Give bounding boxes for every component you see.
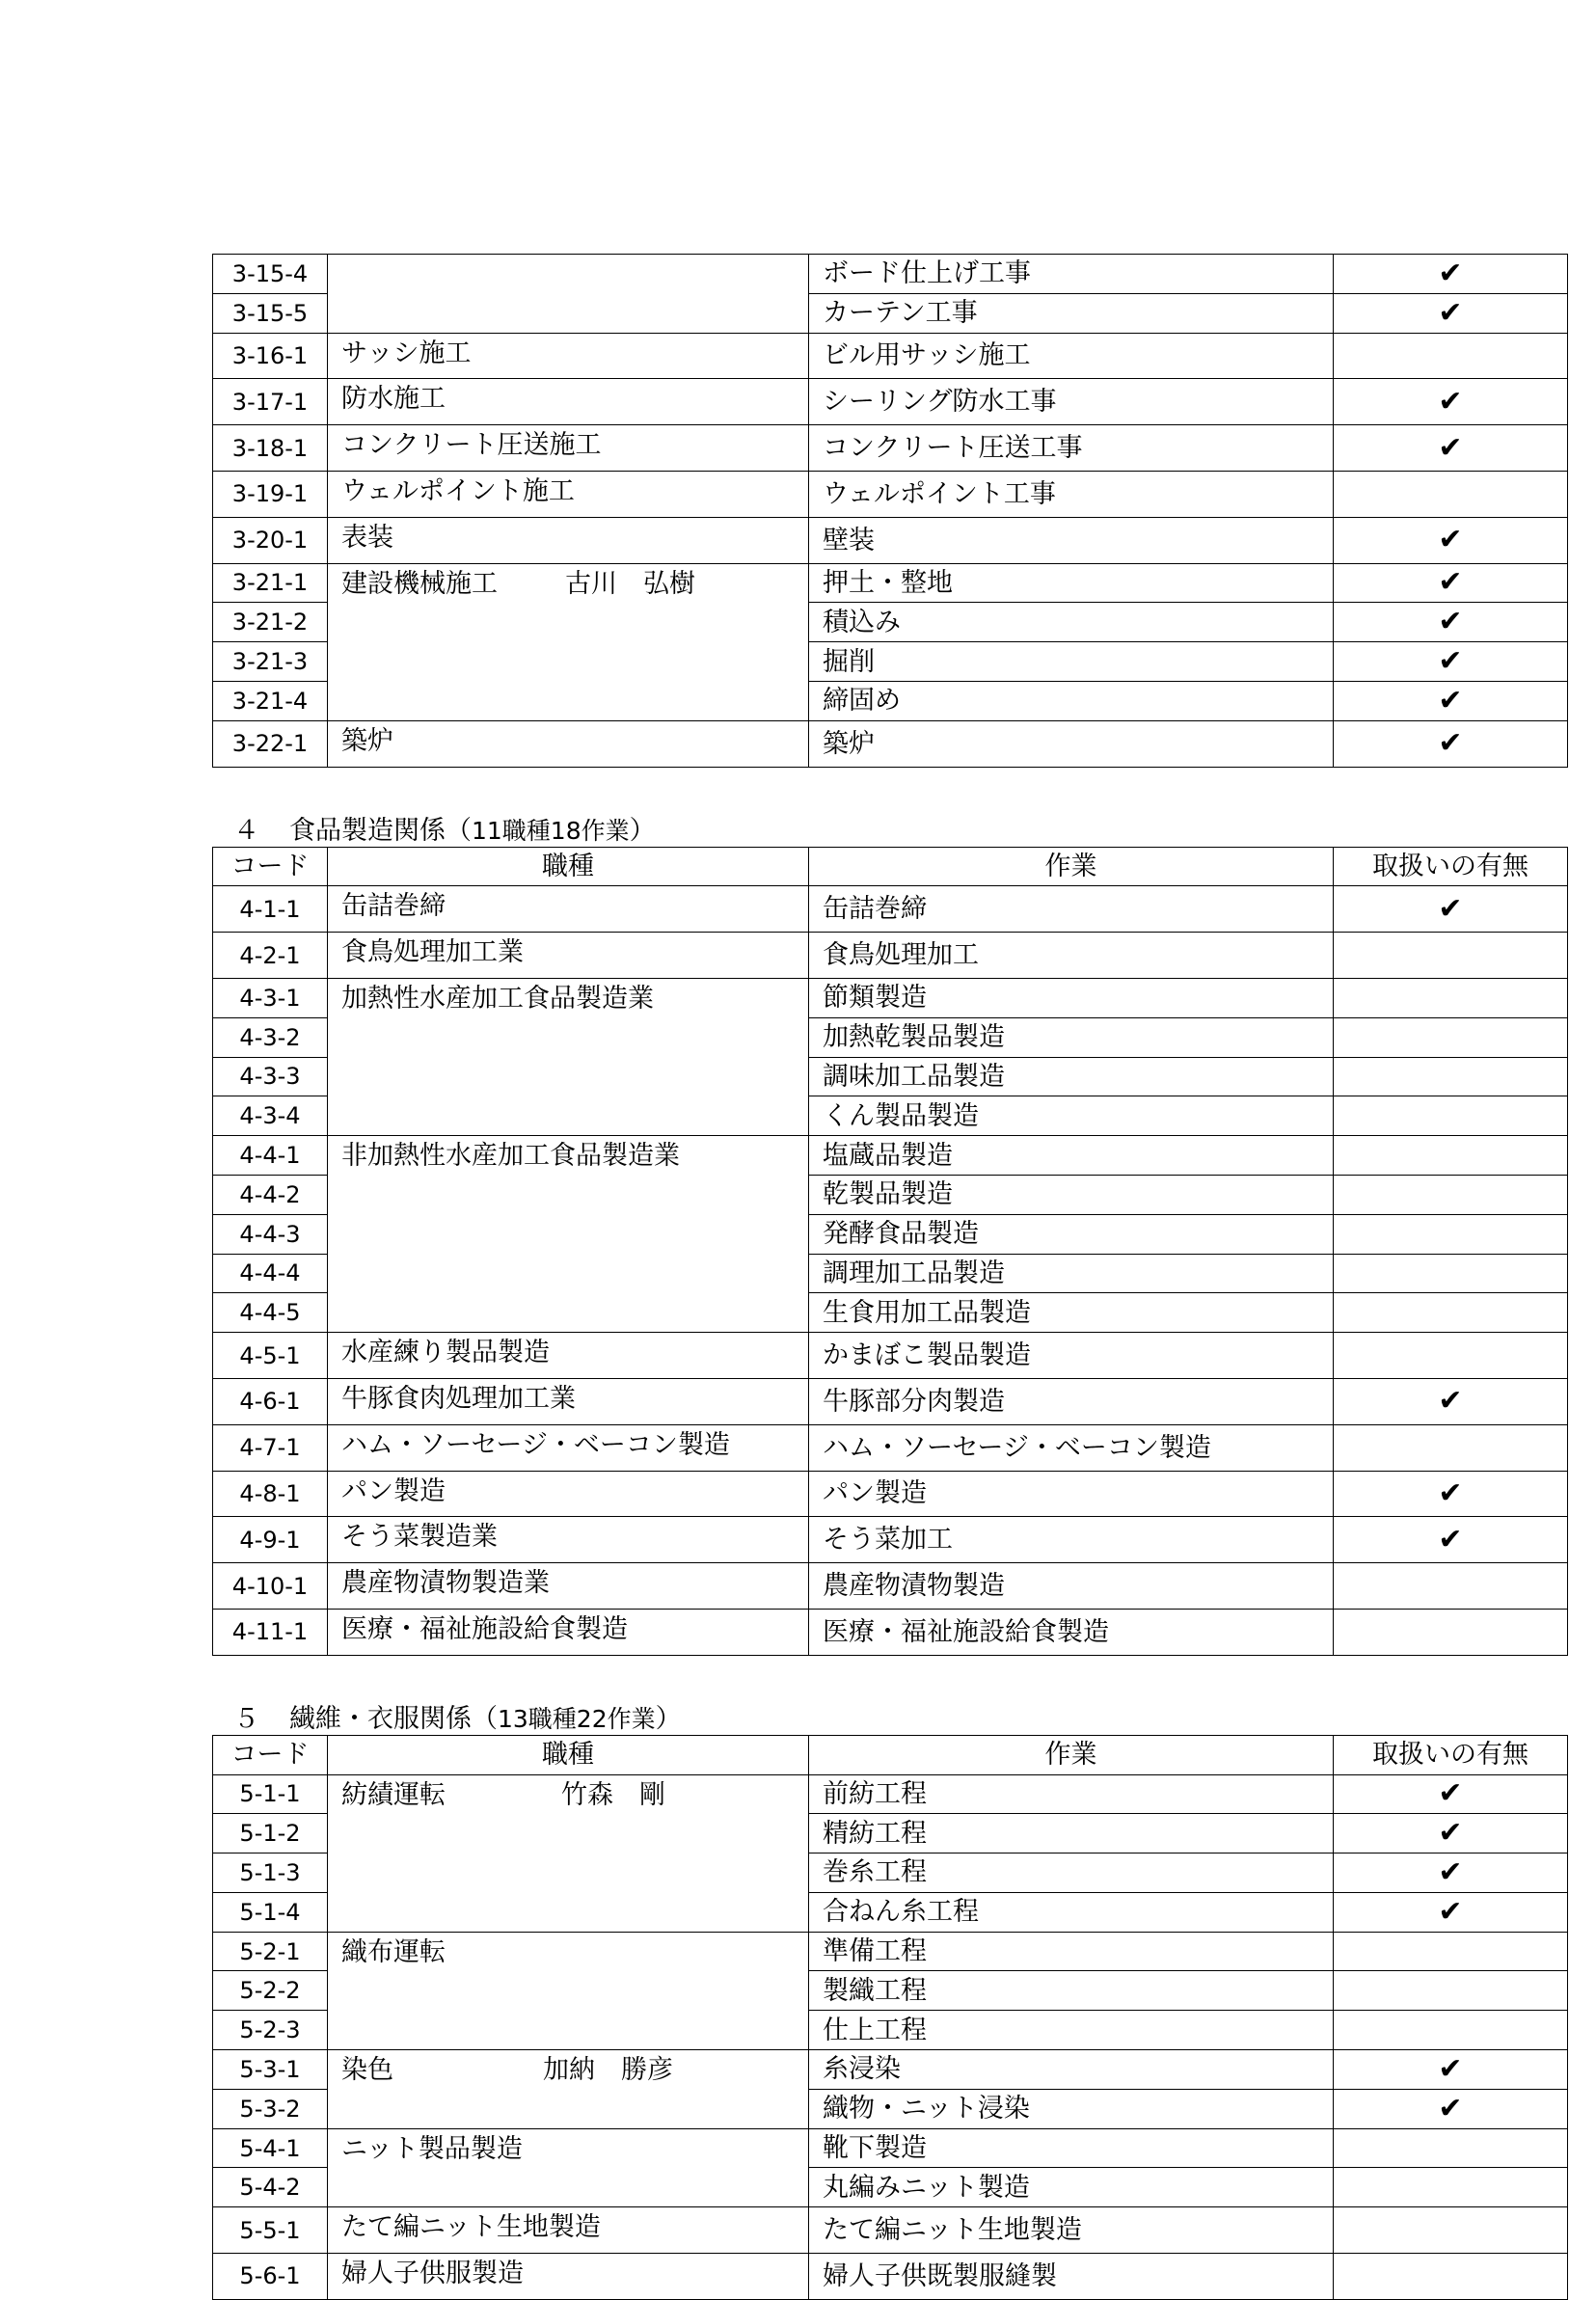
table-row bbox=[213, 886, 1568, 933]
handling-cell bbox=[1334, 1471, 1568, 1517]
handling-cell bbox=[1334, 642, 1568, 682]
task-cell: 調理加工品製造 bbox=[809, 1254, 1334, 1293]
section-2 bbox=[212, 1696, 1567, 2300]
column-header-handling: 取扱いの有無 bbox=[1334, 847, 1568, 886]
job-name: 織布運転 bbox=[341, 1936, 446, 1967]
task-cell: コンクリート圧送工事 bbox=[809, 425, 1334, 472]
code-cell: 3-19-1 bbox=[213, 471, 328, 517]
job-cell bbox=[328, 1774, 809, 1932]
code-cell: 3-15-4 bbox=[213, 255, 328, 294]
table-row bbox=[213, 2050, 1568, 2090]
handling-cell bbox=[1334, 1096, 1568, 1136]
job-cell bbox=[328, 563, 809, 720]
code-cell: 5-2-2 bbox=[213, 1971, 328, 2011]
column-header-task: 作業 bbox=[809, 847, 1334, 886]
code-cell: 4-4-2 bbox=[213, 1175, 328, 1214]
handling-cell bbox=[1334, 978, 1568, 1017]
code-cell: 3-20-1 bbox=[213, 517, 328, 563]
code-cell: 4-3-1 bbox=[213, 978, 328, 1017]
handling-cell bbox=[1334, 1057, 1568, 1096]
job-name: 築炉 bbox=[341, 725, 393, 756]
code-cell: 5-1-2 bbox=[213, 1814, 328, 1854]
task-cell: 準備工程 bbox=[809, 1932, 1334, 1971]
task-cell: くん製品製造 bbox=[809, 1096, 1334, 1136]
section-title-text: 食品製造関係（ bbox=[289, 815, 472, 846]
handling-cell bbox=[1334, 1563, 1568, 1610]
task-cell: 節類製造 bbox=[809, 978, 1334, 1017]
handling-cell bbox=[1334, 471, 1568, 517]
check-mark-icon: ✔ bbox=[1438, 430, 1463, 465]
task-cell: 掘削 bbox=[809, 642, 1334, 682]
job-name: 農産物漬物製造業 bbox=[341, 1568, 550, 1599]
code-cell: 3-15-5 bbox=[213, 293, 328, 333]
handling-cell bbox=[1334, 255, 1568, 294]
job-cell bbox=[328, 2128, 809, 2207]
handling-cell bbox=[1334, 2089, 1568, 2128]
table-row bbox=[213, 1932, 1568, 1971]
code-cell: 4-5-1 bbox=[213, 1333, 328, 1379]
table-header-row bbox=[213, 1735, 1568, 1774]
section-title-count: 13職種22作業 bbox=[498, 1704, 656, 1733]
job-name: 缶詰巻締 bbox=[341, 891, 446, 922]
job-cell bbox=[328, 1333, 809, 1379]
handling-cell bbox=[1334, 1814, 1568, 1854]
check-mark-icon: ✔ bbox=[1438, 523, 1463, 557]
task-cell: 婦人子供既製服縫製 bbox=[809, 2254, 1334, 2300]
table-row bbox=[213, 1609, 1568, 1655]
check-mark-icon: ✔ bbox=[1438, 644, 1463, 679]
task-cell: 調味加工品製造 bbox=[809, 1057, 1334, 1096]
task-cell: 乾製品製造 bbox=[809, 1175, 1334, 1214]
task-cell: 加熱乾製品製造 bbox=[809, 1017, 1334, 1057]
code-cell: 4-9-1 bbox=[213, 1517, 328, 1563]
code-cell: 4-8-1 bbox=[213, 1471, 328, 1517]
job-name: 建設機械施工 bbox=[341, 568, 498, 599]
handling-cell bbox=[1334, 1378, 1568, 1424]
task-cell: そう菜加工 bbox=[809, 1517, 1334, 1563]
task-cell: たて編ニット生地製造 bbox=[809, 2207, 1334, 2254]
task-cell: 発酵食品製造 bbox=[809, 1214, 1334, 1254]
code-cell: 5-1-4 bbox=[213, 1892, 328, 1932]
check-mark-icon: ✔ bbox=[1438, 565, 1463, 600]
task-cell: 巻糸工程 bbox=[809, 1854, 1334, 1893]
section-number: ５ bbox=[233, 1703, 259, 1734]
check-mark-icon: ✔ bbox=[1438, 1522, 1463, 1556]
handling-cell bbox=[1334, 517, 1568, 563]
table-row bbox=[213, 1333, 1568, 1379]
job-cell bbox=[328, 2254, 809, 2300]
handling-cell bbox=[1334, 1175, 1568, 1214]
occupation-table bbox=[212, 1735, 1568, 2300]
code-cell: 3-21-2 bbox=[213, 603, 328, 642]
check-mark-icon: ✔ bbox=[1438, 1776, 1463, 1811]
handling-cell bbox=[1334, 720, 1568, 767]
code-cell: 5-4-2 bbox=[213, 2168, 328, 2207]
handling-cell bbox=[1334, 886, 1568, 933]
code-cell: 5-5-1 bbox=[213, 2207, 328, 2254]
job-cell bbox=[328, 933, 809, 979]
task-cell: 締固め bbox=[809, 681, 1334, 720]
instructor-name: 加納 勝彦 bbox=[543, 2055, 673, 2086]
task-cell: 築炉 bbox=[809, 720, 1334, 767]
code-cell: 5-1-1 bbox=[213, 1774, 328, 1814]
handling-cell bbox=[1334, 2128, 1568, 2168]
handling-cell bbox=[1334, 1017, 1568, 1057]
handling-cell bbox=[1334, 1333, 1568, 1379]
handling-cell bbox=[1334, 425, 1568, 472]
check-mark-icon: ✔ bbox=[1438, 605, 1463, 639]
handling-cell bbox=[1334, 603, 1568, 642]
section-title bbox=[212, 1696, 1567, 1735]
job-name: そう菜製造業 bbox=[341, 1522, 498, 1553]
code-cell: 3-16-1 bbox=[213, 333, 328, 379]
job-name: パン製造 bbox=[341, 1475, 446, 1506]
job-name: 医療・福祉施設給食製造 bbox=[341, 1613, 628, 1644]
task-cell: 糸浸染 bbox=[809, 2050, 1334, 2090]
table-row bbox=[213, 978, 1568, 1017]
task-cell: 缶詰巻締 bbox=[809, 886, 1334, 933]
handling-cell bbox=[1334, 333, 1568, 379]
job-cell bbox=[328, 1932, 809, 2049]
table-row bbox=[213, 1563, 1568, 1610]
job-cell bbox=[328, 1563, 809, 1610]
table-row bbox=[213, 933, 1568, 979]
task-cell: 積込み bbox=[809, 603, 1334, 642]
task-cell: 医療・福祉施設給食製造 bbox=[809, 1609, 1334, 1655]
column-header-handling: 取扱いの有無 bbox=[1334, 1735, 1568, 1774]
job-cell bbox=[328, 255, 809, 334]
job-name: ニット製品製造 bbox=[341, 2133, 523, 2164]
table-row bbox=[213, 1378, 1568, 1424]
section-title-text: 繊維・衣服関係（ bbox=[289, 1703, 498, 1734]
handling-cell bbox=[1334, 2207, 1568, 2254]
code-cell: 4-3-2 bbox=[213, 1017, 328, 1057]
task-cell: 生食用加工品製造 bbox=[809, 1293, 1334, 1333]
section-title-close: ） bbox=[655, 1703, 682, 1734]
job-cell bbox=[328, 720, 809, 767]
code-cell: 4-4-5 bbox=[213, 1293, 328, 1333]
job-cell bbox=[328, 333, 809, 379]
job-name: 紡績運転 bbox=[341, 1779, 446, 1810]
section-0 bbox=[212, 254, 1567, 768]
section-1 bbox=[212, 808, 1567, 1656]
section-title-count: 11職種18作業 bbox=[472, 816, 630, 845]
handling-cell bbox=[1334, 2011, 1568, 2050]
task-cell: シーリング防水工事 bbox=[809, 379, 1334, 425]
job-name: 表装 bbox=[341, 522, 393, 553]
task-cell: 靴下製造 bbox=[809, 2128, 1334, 2168]
column-header-job: 職種 bbox=[328, 1735, 809, 1774]
task-cell: 牛豚部分肉製造 bbox=[809, 1378, 1334, 1424]
check-mark-icon: ✔ bbox=[1438, 384, 1463, 419]
instructor-name: 古川 弘樹 bbox=[565, 568, 695, 599]
code-cell: 4-6-1 bbox=[213, 1378, 328, 1424]
code-cell: 5-1-3 bbox=[213, 1854, 328, 1893]
job-name: 食鳥処理加工業 bbox=[341, 937, 524, 968]
table-row bbox=[213, 1517, 1568, 1563]
code-cell: 3-21-1 bbox=[213, 563, 328, 603]
handling-cell bbox=[1334, 2254, 1568, 2300]
task-cell: 合ねん糸工程 bbox=[809, 1892, 1334, 1932]
handling-cell bbox=[1334, 1892, 1568, 1932]
code-cell: 3-21-3 bbox=[213, 642, 328, 682]
job-cell bbox=[328, 2050, 809, 2129]
handling-cell bbox=[1334, 1774, 1568, 1814]
code-cell: 3-21-4 bbox=[213, 681, 328, 720]
table-row bbox=[213, 1471, 1568, 1517]
check-mark-icon: ✔ bbox=[1438, 891, 1463, 926]
job-cell bbox=[328, 1471, 809, 1517]
code-cell: 4-4-4 bbox=[213, 1254, 328, 1293]
occupation-table bbox=[212, 254, 1568, 768]
handling-cell bbox=[1334, 293, 1568, 333]
handling-cell bbox=[1334, 1254, 1568, 1293]
job-cell bbox=[328, 1609, 809, 1655]
job-name: サッシ施工 bbox=[341, 338, 472, 368]
code-cell: 4-1-1 bbox=[213, 886, 328, 933]
table-header-row bbox=[213, 847, 1568, 886]
code-cell: 3-17-1 bbox=[213, 379, 328, 425]
task-cell: 塩蔵品製造 bbox=[809, 1136, 1334, 1176]
check-mark-icon: ✔ bbox=[1438, 2091, 1463, 2125]
task-cell: 前紡工程 bbox=[809, 1774, 1334, 1814]
task-cell: 壁装 bbox=[809, 517, 1334, 563]
task-cell: カーテン工事 bbox=[809, 293, 1334, 333]
job-name: 水産練り製品製造 bbox=[341, 1338, 550, 1368]
table-row bbox=[213, 333, 1568, 379]
handling-cell bbox=[1334, 1609, 1568, 1655]
handling-cell bbox=[1334, 1932, 1568, 1971]
table-row bbox=[213, 2254, 1568, 2300]
check-mark-icon: ✔ bbox=[1438, 2051, 1463, 2086]
code-cell: 3-18-1 bbox=[213, 425, 328, 472]
handling-cell bbox=[1334, 2050, 1568, 2090]
job-cell bbox=[328, 886, 809, 933]
section-title-close: ） bbox=[629, 815, 656, 846]
check-mark-icon: ✔ bbox=[1438, 1816, 1463, 1851]
code-cell: 4-2-1 bbox=[213, 933, 328, 979]
task-cell: ボード仕上げ工事 bbox=[809, 255, 1334, 294]
table-row bbox=[213, 379, 1568, 425]
check-mark-icon: ✔ bbox=[1438, 1475, 1463, 1510]
job-name: 染色 bbox=[341, 2055, 393, 2086]
code-cell: 5-3-1 bbox=[213, 2050, 328, 2090]
handling-cell bbox=[1334, 379, 1568, 425]
code-cell: 5-6-1 bbox=[213, 2254, 328, 2300]
task-cell: ウェルポイント工事 bbox=[809, 471, 1334, 517]
job-cell bbox=[328, 978, 809, 1135]
table-row bbox=[213, 2207, 1568, 2254]
code-cell: 4-3-4 bbox=[213, 1096, 328, 1136]
handling-cell bbox=[1334, 1424, 1568, 1471]
handling-cell bbox=[1334, 933, 1568, 979]
job-cell bbox=[328, 1378, 809, 1424]
section-title bbox=[212, 808, 1567, 847]
table-row bbox=[213, 1136, 1568, 1176]
document-page bbox=[212, 254, 1567, 2300]
check-mark-icon: ✔ bbox=[1438, 295, 1463, 330]
table-row bbox=[213, 471, 1568, 517]
job-cell bbox=[328, 517, 809, 563]
code-cell: 4-3-3 bbox=[213, 1057, 328, 1096]
task-cell: ハム・ソーセージ・ベーコン製造 bbox=[809, 1424, 1334, 1471]
code-cell: 4-7-1 bbox=[213, 1424, 328, 1471]
job-name: ハム・ソーセージ・ベーコン製造 bbox=[341, 1429, 730, 1460]
task-cell: 丸編みニット製造 bbox=[809, 2168, 1334, 2207]
code-cell: 5-2-1 bbox=[213, 1932, 328, 1971]
code-cell: 4-4-1 bbox=[213, 1136, 328, 1176]
job-name: ウェルポイント施工 bbox=[341, 475, 575, 506]
code-cell: 5-2-3 bbox=[213, 2011, 328, 2050]
task-cell: 押土・整地 bbox=[809, 563, 1334, 603]
column-header-task: 作業 bbox=[809, 1735, 1334, 1774]
check-mark-icon: ✔ bbox=[1438, 1854, 1463, 1889]
handling-cell bbox=[1334, 563, 1568, 603]
task-cell: 農産物漬物製造 bbox=[809, 1563, 1334, 1610]
code-cell: 4-10-1 bbox=[213, 1563, 328, 1610]
code-cell: 3-22-1 bbox=[213, 720, 328, 767]
table-row bbox=[213, 1424, 1568, 1471]
check-mark-icon: ✔ bbox=[1438, 1894, 1463, 1929]
check-mark-icon: ✔ bbox=[1438, 256, 1463, 290]
job-cell bbox=[328, 1136, 809, 1333]
task-cell: かまぼこ製品製造 bbox=[809, 1333, 1334, 1379]
check-mark-icon: ✔ bbox=[1438, 726, 1463, 761]
table-row bbox=[213, 1774, 1568, 1814]
table-row bbox=[213, 2128, 1568, 2168]
handling-cell bbox=[1334, 2168, 1568, 2207]
job-name: 婦人子供服製造 bbox=[341, 2259, 524, 2289]
column-header-job: 職種 bbox=[328, 847, 809, 886]
task-cell: パン製造 bbox=[809, 1471, 1334, 1517]
handling-cell bbox=[1334, 1293, 1568, 1333]
job-cell bbox=[328, 2207, 809, 2254]
handling-cell bbox=[1334, 1136, 1568, 1176]
code-cell: 4-4-3 bbox=[213, 1214, 328, 1254]
code-cell: 5-3-2 bbox=[213, 2089, 328, 2128]
code-cell: 5-4-1 bbox=[213, 2128, 328, 2168]
job-name: 牛豚食肉処理加工業 bbox=[341, 1383, 576, 1414]
task-cell: 織物・ニット浸染 bbox=[809, 2089, 1334, 2128]
code-cell: 4-11-1 bbox=[213, 1609, 328, 1655]
job-name: たて編ニット生地製造 bbox=[341, 2212, 601, 2243]
job-name: コンクリート圧送施工 bbox=[341, 430, 602, 461]
task-cell: 仕上工程 bbox=[809, 2011, 1334, 2050]
section-number: ４ bbox=[233, 815, 259, 846]
column-header-code: コード bbox=[213, 847, 328, 886]
handling-cell bbox=[1334, 1971, 1568, 2011]
table-row bbox=[213, 563, 1568, 603]
job-cell bbox=[328, 471, 809, 517]
column-header-code: コード bbox=[213, 1735, 328, 1774]
check-mark-icon: ✔ bbox=[1438, 683, 1463, 717]
handling-cell bbox=[1334, 1214, 1568, 1254]
job-cell bbox=[328, 1424, 809, 1471]
task-cell: 食鳥処理加工 bbox=[809, 933, 1334, 979]
task-cell: ビル用サッシ施工 bbox=[809, 333, 1334, 379]
job-cell bbox=[328, 1517, 809, 1563]
handling-cell bbox=[1334, 1854, 1568, 1893]
job-name: 防水施工 bbox=[341, 384, 446, 415]
table-row bbox=[213, 720, 1568, 767]
instructor-name: 竹森 剛 bbox=[561, 1779, 665, 1810]
task-cell: 精紡工程 bbox=[809, 1814, 1334, 1854]
occupation-table bbox=[212, 847, 1568, 1656]
table-row bbox=[213, 255, 1568, 294]
table-row bbox=[213, 425, 1568, 472]
sections-container bbox=[212, 254, 1567, 2300]
handling-cell bbox=[1334, 1517, 1568, 1563]
task-cell: 製織工程 bbox=[809, 1971, 1334, 2011]
table-row bbox=[213, 517, 1568, 563]
job-cell bbox=[328, 425, 809, 472]
job-name: 非加熱性水産加工食品製造業 bbox=[341, 1141, 680, 1172]
job-name: 加熱性水産加工食品製造業 bbox=[341, 983, 654, 1014]
job-cell bbox=[328, 379, 809, 425]
handling-cell bbox=[1334, 681, 1568, 720]
check-mark-icon: ✔ bbox=[1438, 1384, 1463, 1419]
